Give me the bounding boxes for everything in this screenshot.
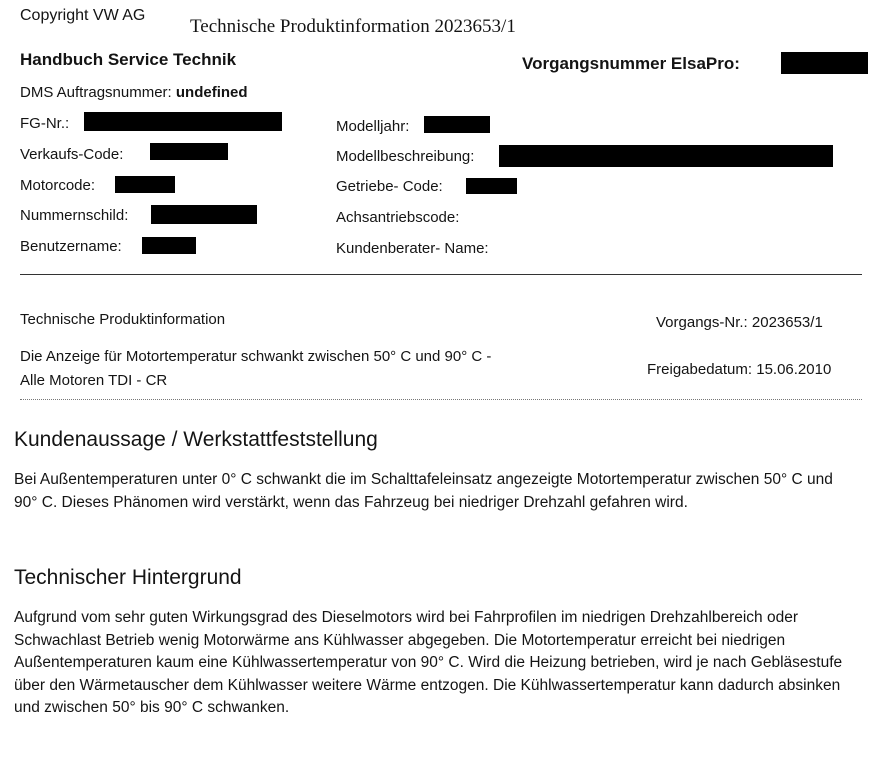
tpi-description [20,345,640,393]
kundenaussage-heading: Kundenaussage / Werkstattfeststellung [14,428,378,451]
copyright-notice: Copyright VW AG [20,7,146,24]
benutzername-label: Benutzername: [20,238,122,255]
dms-label: DMS Auftragsnummer: [20,84,172,101]
achsantriebscode-label: Achsantriebscode: [336,209,460,226]
modellbeschreibung-label: Modellbeschreibung: [336,148,475,165]
redacted-motorcode [115,176,175,193]
redacted-verkaufs-code [150,143,228,160]
tpi-vorgang-nr: Vorgangs-Nr.: 2023653/1 [656,314,823,331]
kundenberater-name-label: Kundenberater- Name: [336,240,489,257]
tpi-description-line-2: Alle Motoren TDI - CR [20,372,168,389]
dms-auftragsnummer [20,84,248,101]
redacted-modelljahr [424,116,490,133]
tpi-divider [20,399,862,400]
redacted-modellbeschreibung [499,145,833,167]
modelljahr-label: Modelljahr: [336,118,410,135]
vorgangsnummer-elsapro-label: Vorgangsnummer ElsaPro: [522,54,740,73]
redacted-fg-nr [84,112,282,131]
document-title: Technische Produktinformation 2023653/1 [190,16,516,37]
dms-value: undefined [175,84,248,101]
redacted-nummernschild [151,205,257,224]
redacted-benutzername [142,237,196,254]
redacted-getriebe-code [466,178,517,194]
header-divider [20,274,862,275]
hintergrund-text: Aufgrund vom sehr guten Wirkungsgrad des Dieselmotors wird bei Fahrprofilen im niedrigen Drehzahlbereich oder Schwachlast Betrieb wenig Motorwärme ans Kühlwasser abgegeben. Die Motortemperatur erreicht bei niedrigen Außentemperaturen kaum eine Kühlwassertemperatur von 90° C. Wird die Heizung betrieben, wird je nach Gebläsestufe über den Wärmetauscher dem Kühlwasser weitere Wärme entzogen. Die Kühlwassertemperatur kann dadurch absinken und zwischen 50° bis 90° C schwanken. [14,609,843,716]
hintergrund-heading: Technischer Hintergrund [14,566,242,589]
tpi-description-line-1: Die Anzeige für Motortemperatur schwankt zwischen 50° C und 90° C - [20,348,492,365]
nummernschild-label: Nummernschild: [20,207,129,224]
verkaufs-code-label: Verkaufs-Code: [20,146,124,163]
getriebe-code-label: Getriebe- Code: [336,178,443,195]
motorcode-label: Motorcode: [20,177,96,194]
handbook-title: Handbuch Service Technik [20,50,237,69]
fg-nr-label: FG-Nr.: [20,115,70,132]
hintergrund-body [14,607,854,720]
kundenaussage-text: Bei Außentemperaturen unter 0° C schwankt die im Schalttafeleinsatz angezeigte Motortemperatur zwischen 50° C und 90° C. Dieses Phänomen wird verstärkt, wenn das Fahrzeug bei niedriger Drehzahl gefahren wird. [14,471,833,511]
redacted-vorgangsnummer [781,52,868,74]
tpi-freigabedatum: Freigabedatum: 15.06.2010 [647,361,832,378]
tpi-label: Technische Produktinformation [20,311,226,328]
kundenaussage-body [14,469,854,514]
